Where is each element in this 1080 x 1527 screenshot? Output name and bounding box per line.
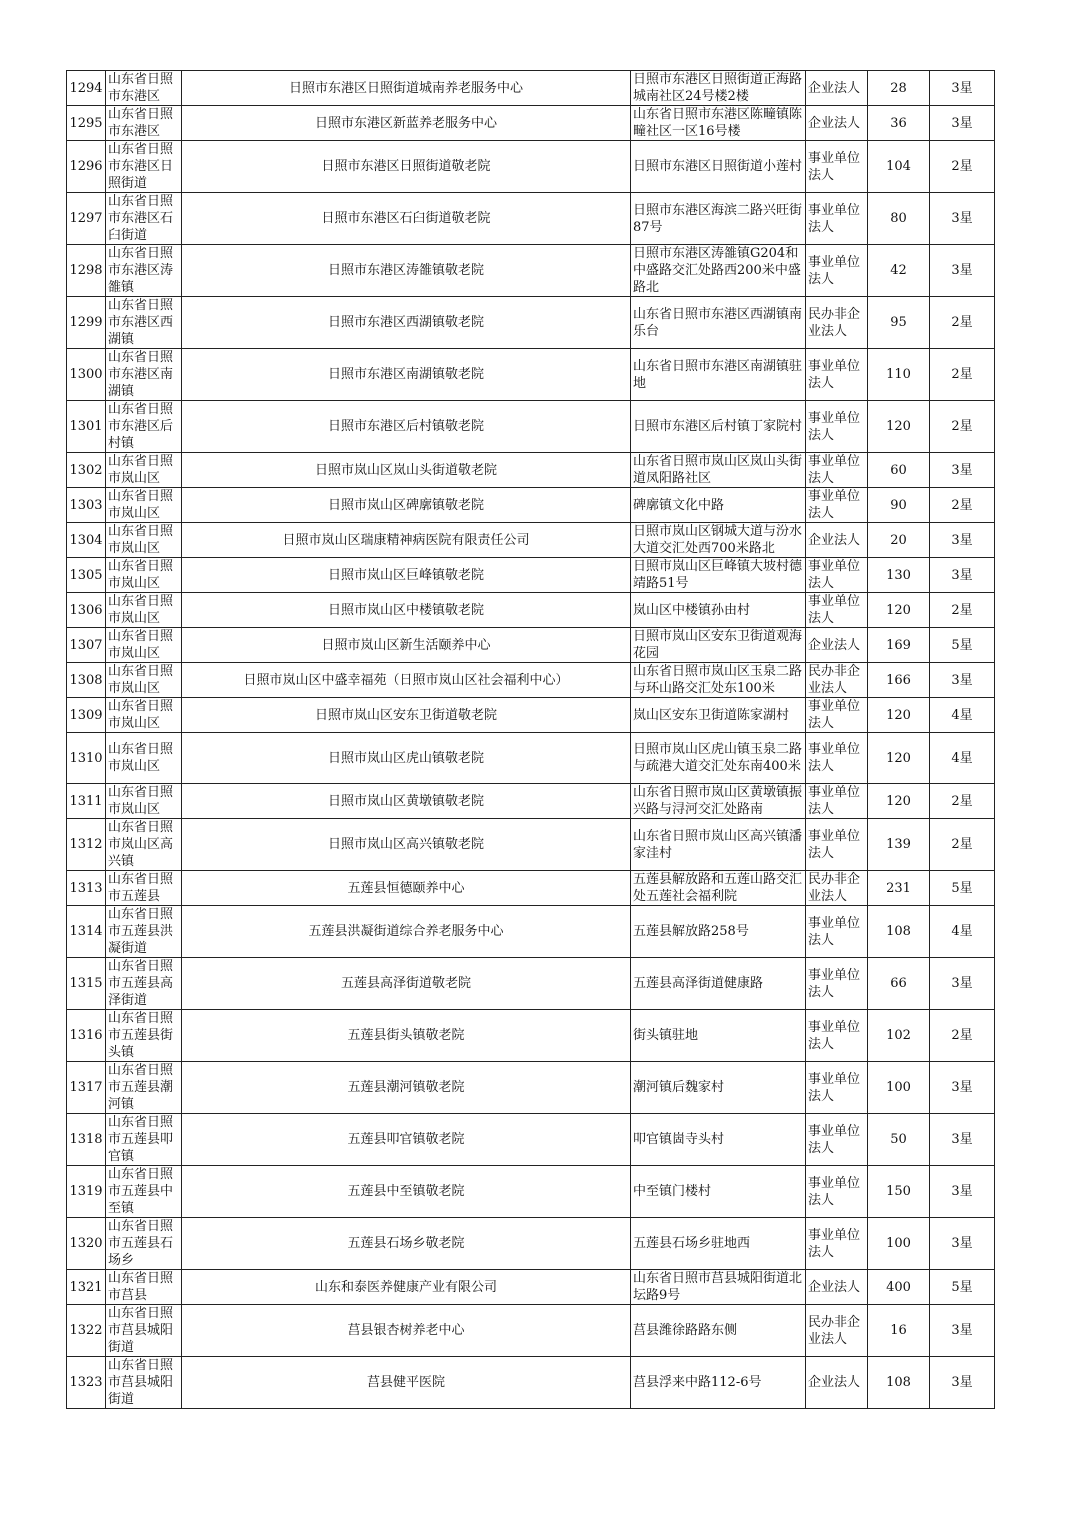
institution-name-cell: 日照市岚山区岚山头街道敬老院 [182, 453, 631, 488]
institution-name-cell: 山东和泰医养健康产业有限公司 [182, 1270, 631, 1305]
institution-name-cell: 日照市岚山区巨峰镇敬老院 [182, 558, 631, 593]
legal-type-cell: 民办非企业法人 [806, 871, 868, 906]
star-rating-cell: 3星 [930, 106, 995, 141]
star-rating-cell: 5星 [930, 628, 995, 663]
table-row [67, 488, 995, 523]
table-row [67, 784, 995, 819]
star-rating-cell: 2星 [930, 349, 995, 401]
legal-type-cell: 民办非企业法人 [806, 1305, 868, 1357]
legal-type-cell: 事业单位法人 [806, 819, 868, 871]
row-number: 1318 [67, 1114, 106, 1166]
bed-count-cell: 166 [868, 663, 930, 698]
table-row [67, 297, 995, 349]
bed-count-cell: 108 [868, 1357, 930, 1409]
institution-name-cell: 日照市岚山区中盛幸福苑（日照市岚山区社会福利中心） [182, 663, 631, 698]
row-number: 1300 [67, 349, 106, 401]
bed-count-cell: 120 [868, 733, 930, 784]
institution-name-cell: 五莲县中至镇敬老院 [182, 1166, 631, 1218]
table-row [67, 1270, 995, 1305]
address-cell: 山东省日照市岚山区高兴镇潘家洼村 [631, 819, 806, 871]
row-number: 1306 [67, 593, 106, 628]
address-cell: 山东省日照市莒县城阳街道北坛路9号 [631, 1270, 806, 1305]
table-row [67, 349, 995, 401]
star-rating-cell: 3星 [930, 453, 995, 488]
legal-type-cell: 企业法人 [806, 106, 868, 141]
institution-name-cell: 五莲县洪凝街道综合养老服务中心 [182, 906, 631, 958]
legal-type-cell: 事业单位法人 [806, 193, 868, 245]
legal-type-cell: 民办非企业法人 [806, 297, 868, 349]
institution-name-cell: 莒县银杏树养老中心 [182, 1305, 631, 1357]
legal-type-cell: 事业单位法人 [806, 558, 868, 593]
address-cell: 山东省日照市岚山区黄墩镇振兴路与浔河交汇处路南 [631, 784, 806, 819]
legal-type-cell: 民办非企业法人 [806, 663, 868, 698]
bed-count-cell: 42 [868, 245, 930, 297]
star-rating-cell: 3星 [930, 523, 995, 558]
institution-table [66, 70, 995, 1409]
bed-count-cell: 108 [868, 906, 930, 958]
region-cell: 山东省日照市岚山区 [106, 784, 182, 819]
legal-type-cell: 事业单位法人 [806, 1114, 868, 1166]
table-row [67, 558, 995, 593]
row-number: 1315 [67, 958, 106, 1010]
star-rating-cell: 2星 [930, 401, 995, 453]
institution-name-cell: 日照市东港区新蓝养老服务中心 [182, 106, 631, 141]
table-row [67, 106, 995, 141]
legal-type-cell: 事业单位法人 [806, 1218, 868, 1270]
address-cell: 莒县潍徐路路东侧 [631, 1305, 806, 1357]
star-rating-cell: 3星 [930, 1357, 995, 1409]
address-cell: 日照市东港区海滨二路兴旺街87号 [631, 193, 806, 245]
legal-type-cell: 事业单位法人 [806, 401, 868, 453]
legal-type-cell: 事业单位法人 [806, 784, 868, 819]
bed-count-cell: 50 [868, 1114, 930, 1166]
region-cell: 山东省日照市岚山区 [106, 488, 182, 523]
table-row [67, 71, 995, 106]
institution-name-cell: 日照市岚山区瑞康精神病医院有限责任公司 [182, 523, 631, 558]
row-number: 1311 [67, 784, 106, 819]
bed-count-cell: 120 [868, 698, 930, 733]
institution-name-cell: 日照市岚山区新生活颐养中心 [182, 628, 631, 663]
row-number: 1319 [67, 1166, 106, 1218]
row-number: 1317 [67, 1062, 106, 1114]
table-row [67, 663, 995, 698]
row-number: 1310 [67, 733, 106, 784]
institution-name-cell: 日照市东港区石臼街道敬老院 [182, 193, 631, 245]
address-cell: 五莲县石场乡驻地西 [631, 1218, 806, 1270]
institution-name-cell: 日照市岚山区安东卫街道敬老院 [182, 698, 631, 733]
bed-count-cell: 66 [868, 958, 930, 1010]
table-row [67, 958, 995, 1010]
star-rating-cell: 3星 [930, 1305, 995, 1357]
region-cell: 山东省日照市莒县城阳街道 [106, 1357, 182, 1409]
table-row [67, 871, 995, 906]
address-cell: 日照市岚山区巨峰镇大坡村德靖路51号 [631, 558, 806, 593]
bed-count-cell: 169 [868, 628, 930, 663]
institution-name-cell: 日照市岚山区黄墩镇敬老院 [182, 784, 631, 819]
address-cell: 日照市东港区日照街道小莲村 [631, 141, 806, 193]
legal-type-cell: 企业法人 [806, 71, 868, 106]
star-rating-cell: 3星 [930, 1166, 995, 1218]
table-row [67, 523, 995, 558]
table-row [67, 1305, 995, 1357]
institution-name-cell: 日照市东港区日照街道城南养老服务中心 [182, 71, 631, 106]
star-rating-cell: 5星 [930, 1270, 995, 1305]
region-cell: 山东省日照市岚山区 [106, 523, 182, 558]
row-number: 1294 [67, 71, 106, 106]
bed-count-cell: 110 [868, 349, 930, 401]
address-cell: 山东省日照市东港区南湖镇驻地 [631, 349, 806, 401]
row-number: 1298 [67, 245, 106, 297]
table-body [67, 71, 995, 1409]
address-cell: 山东省日照市岚山区玉泉二路与环山路交汇处东100米 [631, 663, 806, 698]
row-number: 1299 [67, 297, 106, 349]
legal-type-cell: 事业单位法人 [806, 245, 868, 297]
star-rating-cell: 4星 [930, 698, 995, 733]
address-cell: 日照市岚山区安东卫街道观海花园 [631, 628, 806, 663]
row-number: 1302 [67, 453, 106, 488]
bed-count-cell: 120 [868, 401, 930, 453]
bed-count-cell: 231 [868, 871, 930, 906]
address-cell: 岚山区中楼镇孙由村 [631, 593, 806, 628]
star-rating-cell: 3星 [930, 558, 995, 593]
region-cell: 山东省日照市莒县城阳街道 [106, 1305, 182, 1357]
bed-count-cell: 139 [868, 819, 930, 871]
star-rating-cell: 2星 [930, 784, 995, 819]
table-row [67, 1114, 995, 1166]
bed-count-cell: 104 [868, 141, 930, 193]
table-row [67, 1218, 995, 1270]
address-cell: 岚山区安东卫街道陈家湖村 [631, 698, 806, 733]
bed-count-cell: 120 [868, 784, 930, 819]
legal-type-cell: 企业法人 [806, 523, 868, 558]
region-cell: 山东省日照市岚山区 [106, 453, 182, 488]
table-row [67, 193, 995, 245]
region-cell: 山东省日照市东港区后村镇 [106, 401, 182, 453]
region-cell: 山东省日照市五莲县叩官镇 [106, 1114, 182, 1166]
address-cell: 日照市东港区涛雒镇G204和中盛路交汇处路西200米中盛路北 [631, 245, 806, 297]
address-cell: 日照市岚山区钢城大道与汾水大道交汇处西700米路北 [631, 523, 806, 558]
address-cell: 街头镇驻地 [631, 1010, 806, 1062]
institution-name-cell: 日照市东港区后村镇敬老院 [182, 401, 631, 453]
legal-type-cell: 事业单位法人 [806, 453, 868, 488]
institution-name-cell: 日照市岚山区高兴镇敬老院 [182, 819, 631, 871]
table-row [67, 698, 995, 733]
table-row [67, 141, 995, 193]
address-cell: 叩官镇崮寺头村 [631, 1114, 806, 1166]
star-rating-cell: 3星 [930, 958, 995, 1010]
legal-type-cell: 事业单位法人 [806, 141, 868, 193]
legal-type-cell: 事业单位法人 [806, 733, 868, 784]
region-cell: 山东省日照市岚山区 [106, 593, 182, 628]
row-number: 1312 [67, 819, 106, 871]
row-number: 1301 [67, 401, 106, 453]
row-number: 1304 [67, 523, 106, 558]
institution-name-cell: 五莲县石场乡敬老院 [182, 1218, 631, 1270]
bed-count-cell: 28 [868, 71, 930, 106]
region-cell: 山东省日照市岚山区 [106, 558, 182, 593]
star-rating-cell: 2星 [930, 1010, 995, 1062]
address-cell: 五莲县解放路258号 [631, 906, 806, 958]
legal-type-cell: 事业单位法人 [806, 958, 868, 1010]
institution-name-cell: 五莲县潮河镇敬老院 [182, 1062, 631, 1114]
star-rating-cell: 3星 [930, 1062, 995, 1114]
legal-type-cell: 事业单位法人 [806, 698, 868, 733]
region-cell: 山东省日照市岚山区 [106, 663, 182, 698]
star-rating-cell: 3星 [930, 71, 995, 106]
region-cell: 山东省日照市东港区日照街道 [106, 141, 182, 193]
bed-count-cell: 100 [868, 1062, 930, 1114]
bed-count-cell: 80 [868, 193, 930, 245]
address-cell: 日照市东港区后村镇丁家院村 [631, 401, 806, 453]
table-row [67, 593, 995, 628]
star-rating-cell: 3星 [930, 245, 995, 297]
table-row [67, 1166, 995, 1218]
region-cell: 山东省日照市东港区南湖镇 [106, 349, 182, 401]
institution-name-cell: 日照市东港区日照街道敬老院 [182, 141, 631, 193]
row-number: 1313 [67, 871, 106, 906]
row-number: 1296 [67, 141, 106, 193]
address-cell: 山东省日照市东港区陈疃镇陈疃社区一区16号楼 [631, 106, 806, 141]
address-cell: 莒县浮来中路112-6号 [631, 1357, 806, 1409]
address-cell: 日照市岚山区虎山镇玉泉二路与疏港大道交汇处东南400米 [631, 733, 806, 784]
legal-type-cell: 事业单位法人 [806, 1166, 868, 1218]
region-cell: 山东省日照市岚山区 [106, 628, 182, 663]
bed-count-cell: 150 [868, 1166, 930, 1218]
address-cell: 山东省日照市东港区西湖镇南乐台 [631, 297, 806, 349]
bed-count-cell: 20 [868, 523, 930, 558]
row-number: 1320 [67, 1218, 106, 1270]
address-cell: 日照市东港区日照街道正海路城南社区24号楼2楼 [631, 71, 806, 106]
bed-count-cell: 95 [868, 297, 930, 349]
bed-count-cell: 100 [868, 1218, 930, 1270]
star-rating-cell: 3星 [930, 193, 995, 245]
institution-name-cell: 日照市岚山区中楼镇敬老院 [182, 593, 631, 628]
table-row [67, 1010, 995, 1062]
row-number: 1308 [67, 663, 106, 698]
region-cell: 山东省日照市东港区 [106, 71, 182, 106]
region-cell: 山东省日照市五莲县洪凝街道 [106, 906, 182, 958]
region-cell: 山东省日照市五莲县高泽街道 [106, 958, 182, 1010]
region-cell: 山东省日照市岚山区 [106, 698, 182, 733]
institution-name-cell: 五莲县叩官镇敬老院 [182, 1114, 631, 1166]
address-cell: 潮河镇后魏家村 [631, 1062, 806, 1114]
table-row [67, 628, 995, 663]
region-cell: 山东省日照市五莲县街头镇 [106, 1010, 182, 1062]
bed-count-cell: 400 [868, 1270, 930, 1305]
legal-type-cell: 企业法人 [806, 1357, 868, 1409]
address-cell: 五莲县高泽街道健康路 [631, 958, 806, 1010]
row-number: 1323 [67, 1357, 106, 1409]
row-number: 1305 [67, 558, 106, 593]
bed-count-cell: 90 [868, 488, 930, 523]
row-number: 1316 [67, 1010, 106, 1062]
star-rating-cell: 3星 [930, 663, 995, 698]
address-cell: 五莲县解放路和五莲山路交汇处五莲社会福利院 [631, 871, 806, 906]
institution-name-cell: 日照市东港区南湖镇敬老院 [182, 349, 631, 401]
legal-type-cell: 企业法人 [806, 628, 868, 663]
region-cell: 山东省日照市五莲县潮河镇 [106, 1062, 182, 1114]
table-row [67, 453, 995, 488]
legal-type-cell: 事业单位法人 [806, 1010, 868, 1062]
region-cell: 山东省日照市莒县 [106, 1270, 182, 1305]
star-rating-cell: 5星 [930, 871, 995, 906]
institution-name-cell: 五莲县街头镇敬老院 [182, 1010, 631, 1062]
star-rating-cell: 3星 [930, 1218, 995, 1270]
bed-count-cell: 130 [868, 558, 930, 593]
region-cell: 山东省日照市东港区涛雒镇 [106, 245, 182, 297]
address-cell: 中至镇门楼村 [631, 1166, 806, 1218]
star-rating-cell: 4星 [930, 906, 995, 958]
table-row [67, 733, 995, 784]
legal-type-cell: 企业法人 [806, 1270, 868, 1305]
region-cell: 山东省日照市五莲县中至镇 [106, 1166, 182, 1218]
star-rating-cell: 2星 [930, 141, 995, 193]
institution-name-cell: 五莲县高泽街道敬老院 [182, 958, 631, 1010]
table-row [67, 401, 995, 453]
bed-count-cell: 120 [868, 593, 930, 628]
table-row [67, 906, 995, 958]
region-cell: 山东省日照市岚山区 [106, 733, 182, 784]
institution-name-cell: 日照市东港区西湖镇敬老院 [182, 297, 631, 349]
row-number: 1297 [67, 193, 106, 245]
legal-type-cell: 事业单位法人 [806, 488, 868, 523]
region-cell: 山东省日照市东港区石臼街道 [106, 193, 182, 245]
bed-count-cell: 16 [868, 1305, 930, 1357]
institution-name-cell: 日照市岚山区碑廓镇敬老院 [182, 488, 631, 523]
region-cell: 山东省日照市东港区 [106, 106, 182, 141]
table-row [67, 1062, 995, 1114]
star-rating-cell: 2星 [930, 297, 995, 349]
table-row [67, 245, 995, 297]
row-number: 1314 [67, 906, 106, 958]
address-cell: 山东省日照市岚山区岚山头街道凤阳路社区 [631, 453, 806, 488]
row-number: 1295 [67, 106, 106, 141]
star-rating-cell: 3星 [930, 1114, 995, 1166]
address-cell: 碑廓镇文化中路 [631, 488, 806, 523]
row-number: 1321 [67, 1270, 106, 1305]
region-cell: 山东省日照市东港区西湖镇 [106, 297, 182, 349]
legal-type-cell: 事业单位法人 [806, 593, 868, 628]
star-rating-cell: 4星 [930, 733, 995, 784]
legal-type-cell: 事业单位法人 [806, 349, 868, 401]
table-row [67, 1357, 995, 1409]
region-cell: 山东省日照市五莲县 [106, 871, 182, 906]
star-rating-cell: 2星 [930, 593, 995, 628]
star-rating-cell: 2星 [930, 819, 995, 871]
legal-type-cell: 事业单位法人 [806, 906, 868, 958]
bed-count-cell: 60 [868, 453, 930, 488]
region-cell: 山东省日照市五莲县石场乡 [106, 1218, 182, 1270]
table-row [67, 819, 995, 871]
row-number: 1322 [67, 1305, 106, 1357]
institution-name-cell: 五莲县恒德颐养中心 [182, 871, 631, 906]
row-number: 1307 [67, 628, 106, 663]
row-number: 1309 [67, 698, 106, 733]
bed-count-cell: 102 [868, 1010, 930, 1062]
star-rating-cell: 2星 [930, 488, 995, 523]
institution-name-cell: 日照市岚山区虎山镇敬老院 [182, 733, 631, 784]
bed-count-cell: 36 [868, 106, 930, 141]
row-number: 1303 [67, 488, 106, 523]
institution-name-cell: 日照市东港区涛雒镇敬老院 [182, 245, 631, 297]
region-cell: 山东省日照市岚山区高兴镇 [106, 819, 182, 871]
legal-type-cell: 事业单位法人 [806, 1062, 868, 1114]
institution-name-cell: 莒县健平医院 [182, 1357, 631, 1409]
